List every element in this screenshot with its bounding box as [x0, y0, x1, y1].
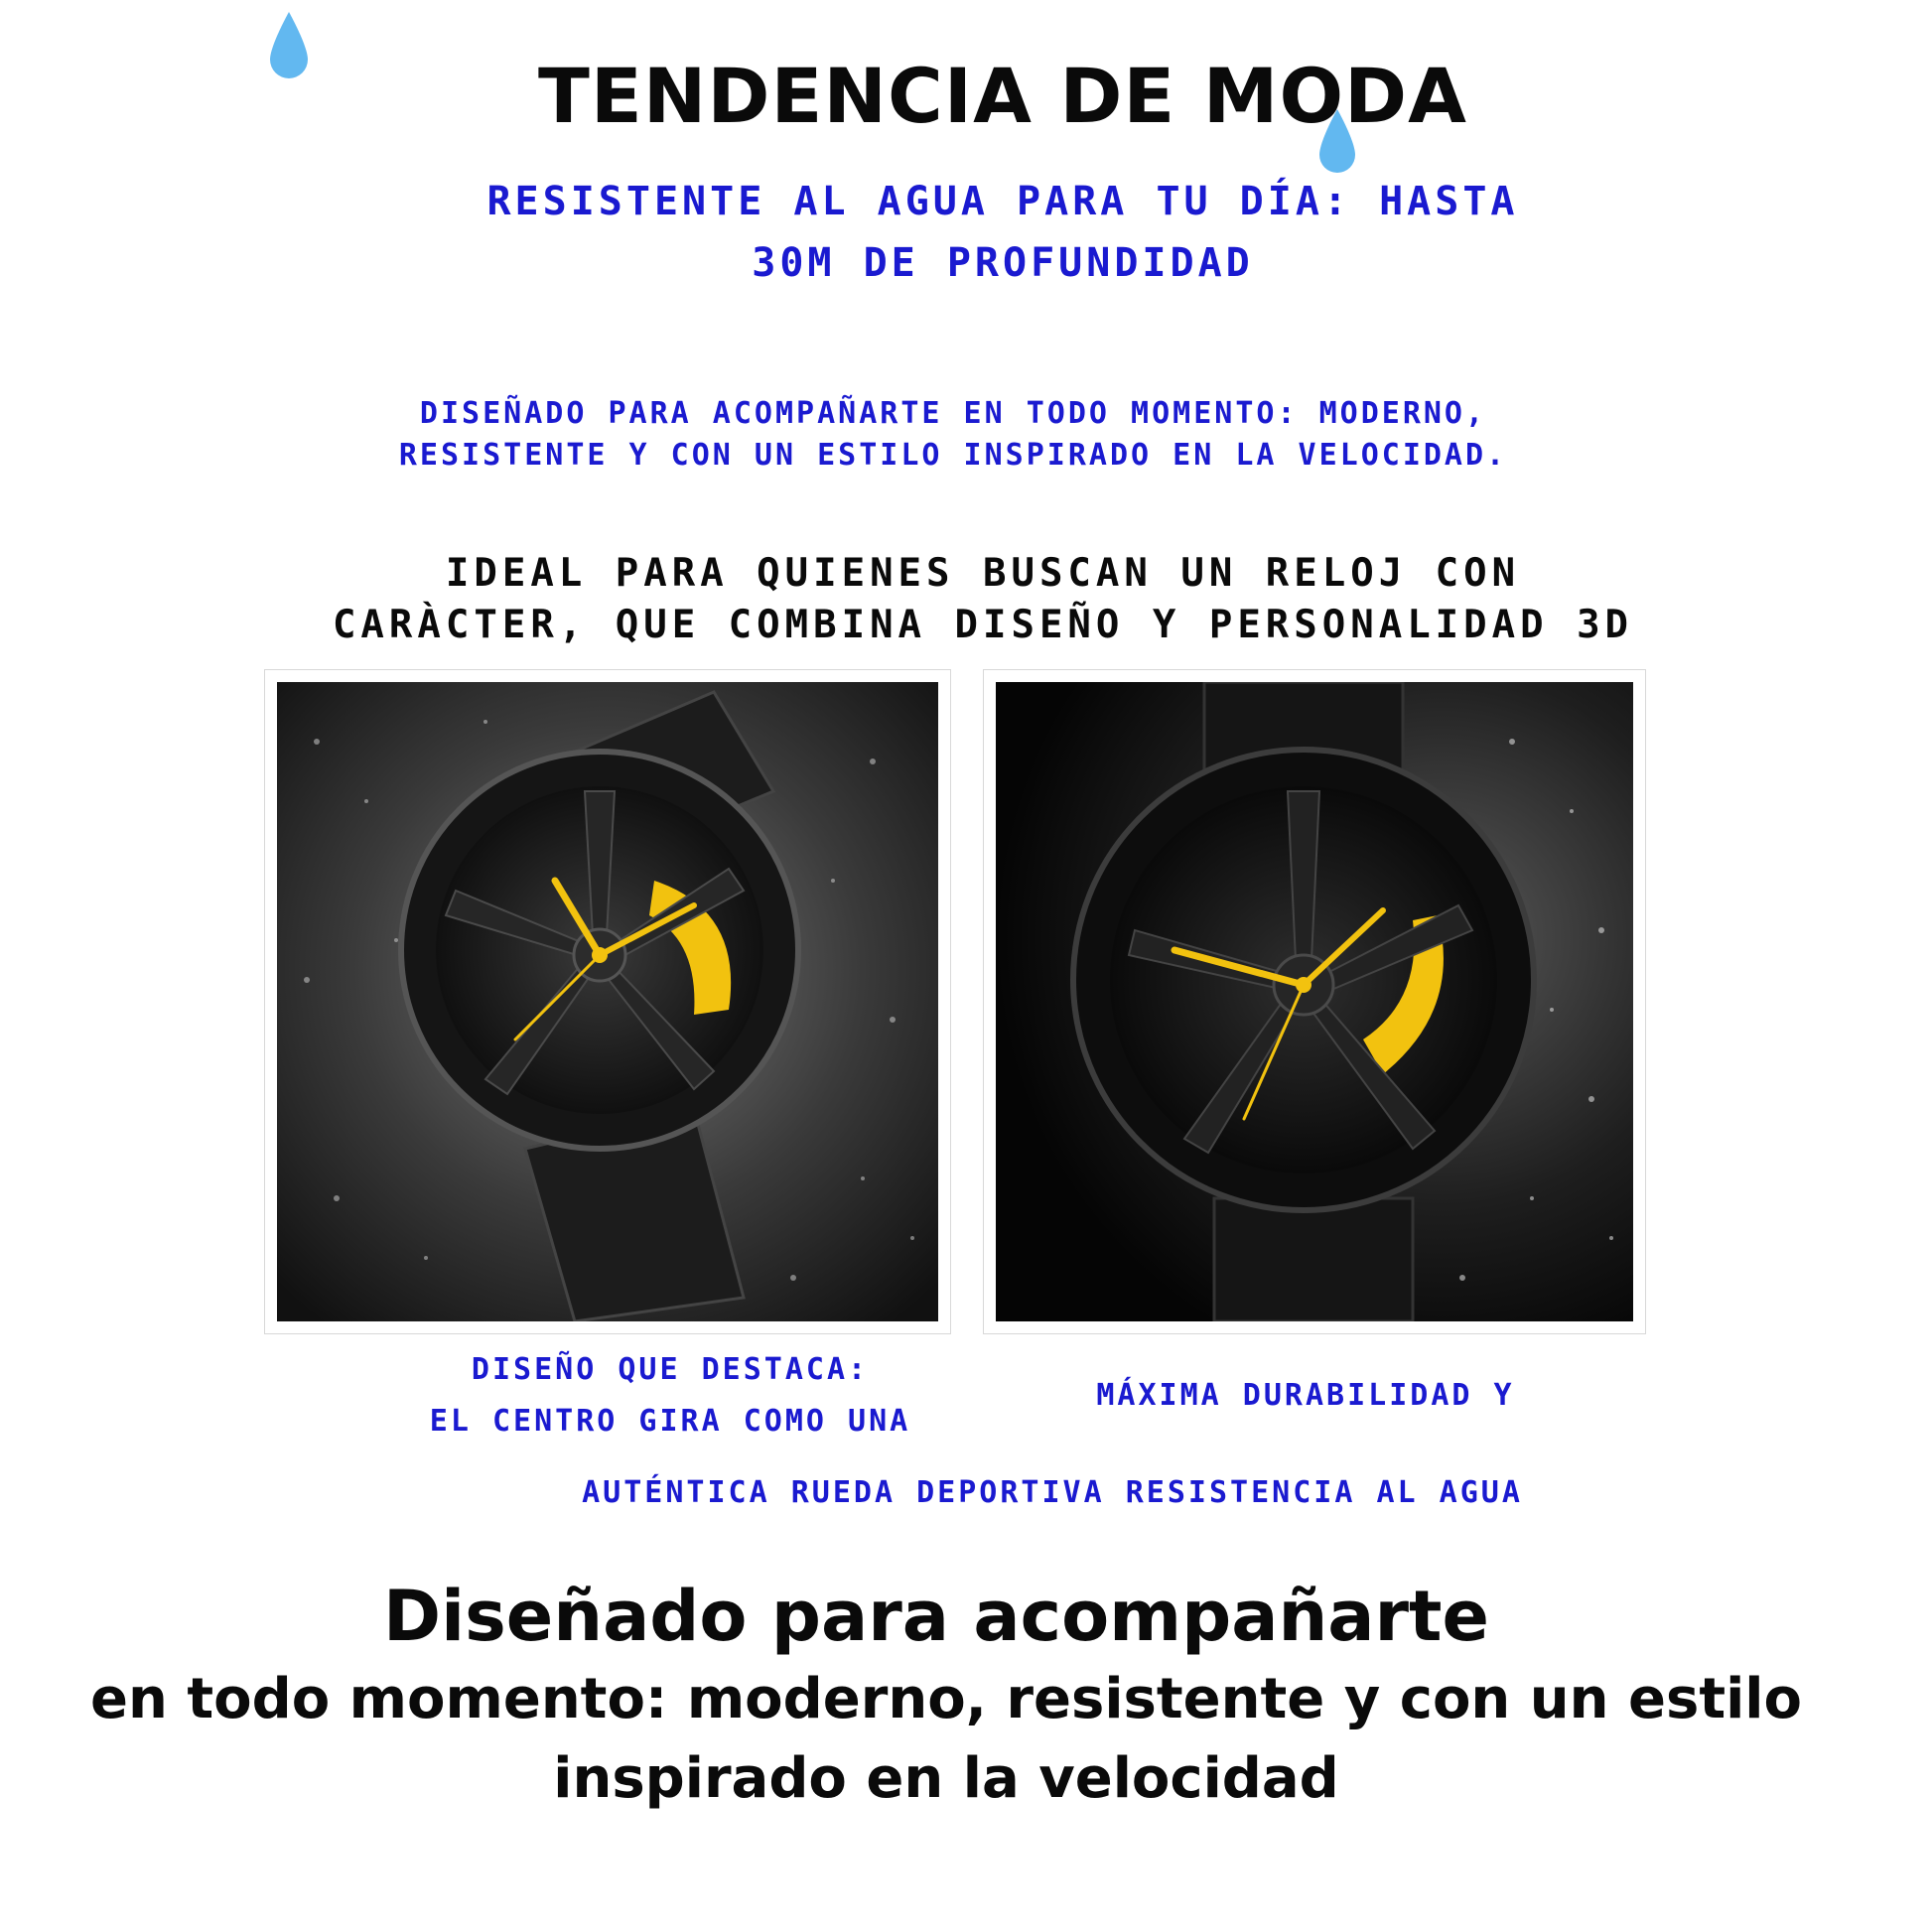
- intro-text: [248, 393, 1658, 477]
- caption-line: DISEÑO QUE DESTACA:: [471, 1352, 870, 1387]
- intro-line: RESISTENTE Y CON UN ESTILO INSPIRADO EN LA VELOCIDAD.: [398, 438, 1508, 473]
- watch-photo-left: [264, 669, 951, 1334]
- watch-image: [277, 682, 938, 1321]
- caption-bottom: [377, 1467, 1727, 1519]
- page-title: TENDENCIA DE MODA: [538, 52, 1467, 140]
- ideal-line: IDEAL PARA QUIENES BUSCAN UN RELOJ CON: [445, 551, 1521, 596]
- subtitle-line: 30M DE PROFUNDIDAD: [752, 240, 1254, 286]
- intro-line: DISEÑADO PARA ACOMPAÑARTE EN TODO MOMENTO: MODERNO,: [419, 396, 1487, 431]
- footer-line: en todo momento: moderno, resistente y con un estilo: [90, 1667, 1802, 1731]
- caption-right: [983, 1370, 1628, 1422]
- footer-line: inspirado en la velocidad: [553, 1746, 1339, 1811]
- watch-photo-right: [983, 669, 1646, 1334]
- subtitle: [298, 171, 1708, 294]
- ideal-text: [149, 548, 1817, 651]
- ideal-line: CARÀCTER, QUE COMBINA DISEÑO Y PERSONALIDAD 3D: [332, 603, 1634, 647]
- caption-line: AUTÉNTICA RUEDA DEPORTIVA RESISTENCIA AL AGUA: [582, 1475, 1523, 1510]
- caption-left: [347, 1344, 993, 1448]
- subtitle-line: RESISTENTE AL AGUA PARA TU DÍA: HASTA: [486, 179, 1519, 224]
- watch-image: [996, 682, 1633, 1321]
- caption-line: MÁXIMA DURABILIDAD Y: [1096, 1378, 1515, 1413]
- footer-heading: Diseñado para acompañarte: [383, 1576, 1489, 1657]
- caption-line: EL CENTRO GIRA COMO UNA: [429, 1404, 911, 1439]
